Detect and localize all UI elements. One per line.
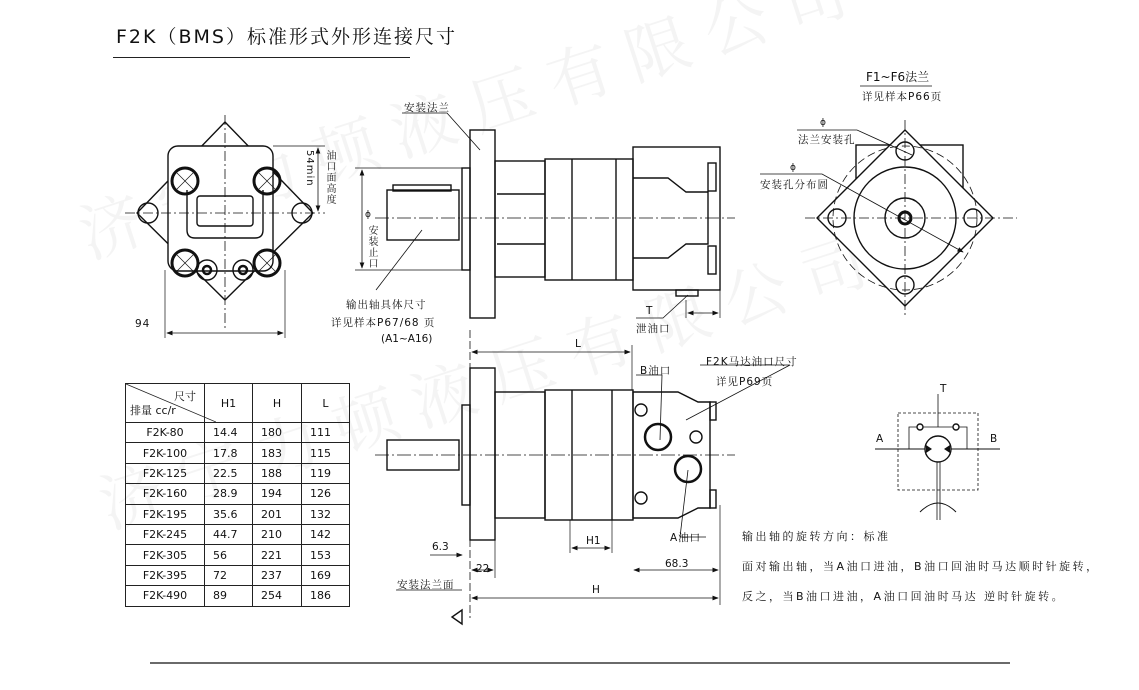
column-header: H1 xyxy=(205,384,253,423)
table-row xyxy=(126,484,350,504)
b-port-label: B油口 xyxy=(640,365,672,377)
value-cell: 194 xyxy=(253,484,302,504)
value-cell: 72 xyxy=(205,565,253,585)
width-dim: 94 xyxy=(135,318,151,330)
rotation-note-3: 反之，当B油口进油，A油口回油时马达 逆时针旋转。 xyxy=(742,590,1066,603)
value-cell: 142 xyxy=(302,524,350,544)
value-cell: 115 xyxy=(302,443,350,463)
value-cell: 210 xyxy=(253,524,302,544)
a-port-label: A油口 xyxy=(670,532,702,544)
value-cell: 180 xyxy=(253,423,302,443)
table-row xyxy=(126,504,350,524)
shaft-note-2: 详见样本P67/68 页 xyxy=(331,317,436,329)
rotation-note-2: 面对输出轴，当A油口进油，B油口回油时马达顺时针旋转， xyxy=(742,560,1100,573)
model-cell: F2K-195 xyxy=(126,504,205,524)
value-cell: 22.5 xyxy=(205,463,253,483)
table-row xyxy=(126,524,350,544)
header-top: 尺寸 xyxy=(174,390,196,403)
value-cell: 183 xyxy=(253,443,302,463)
side-view xyxy=(355,113,735,318)
value-cell: 89 xyxy=(205,586,253,606)
port-note-2: 详见P69页 xyxy=(716,376,774,388)
page-title: F2K（BMS）标准形式外形连接尺寸 xyxy=(116,26,457,48)
value-cell: 56 xyxy=(205,545,253,565)
table-row xyxy=(126,586,350,606)
table-corner-header xyxy=(126,384,205,423)
model-cell: F2K-80 xyxy=(126,423,205,443)
rotation-note-1: 输出轴的旋转方向：标准 xyxy=(742,530,891,543)
table-row xyxy=(126,423,350,443)
value-cell: 119 xyxy=(302,463,350,483)
flange-title: F1~F6法兰 xyxy=(866,70,930,84)
hole-symbol: ϕ xyxy=(820,118,827,128)
shaft-note-1: 输出轴具体尺寸 xyxy=(346,299,427,311)
symbol-a: A xyxy=(876,433,885,445)
drain-label: 泄油口 xyxy=(636,323,671,335)
value-cell: 28.9 xyxy=(205,484,253,504)
dim-H1: H1 xyxy=(586,535,601,547)
drain-dim: T xyxy=(646,305,654,317)
flange-view xyxy=(760,86,1017,316)
motor-symbol xyxy=(875,394,1000,520)
flange-subtitle: 详见样本P66页 xyxy=(862,91,943,103)
value-cell: 14.4 xyxy=(205,423,253,443)
model-cell: F2K-160 xyxy=(126,484,205,504)
dim-H: H xyxy=(592,584,601,596)
value-cell: 153 xyxy=(302,545,350,565)
model-cell: F2K-245 xyxy=(126,524,205,544)
table-row xyxy=(126,545,350,565)
symbol-t: T xyxy=(940,383,948,395)
value-cell: 221 xyxy=(253,545,302,565)
dim-68-3: 68.3 xyxy=(665,558,689,570)
dimension-table xyxy=(125,383,350,607)
front-view xyxy=(125,115,325,338)
symbol-b: B xyxy=(990,433,999,445)
dim-22: 22 xyxy=(476,563,490,575)
pcd-symbol: ϕ xyxy=(790,163,797,173)
value-cell: 111 xyxy=(302,423,350,443)
value-cell: 126 xyxy=(302,484,350,504)
table-row xyxy=(126,463,350,483)
port-note-1: F2K马达油口尺寸 xyxy=(706,356,798,368)
value-cell: 44.7 xyxy=(205,524,253,544)
shaft-note-3: (A1~A16) xyxy=(381,333,433,345)
value-cell: 254 xyxy=(253,586,302,606)
model-cell: F2K-125 xyxy=(126,463,205,483)
table-row xyxy=(126,565,350,585)
dim-L: L xyxy=(575,338,582,350)
mount-face-label: 安装法兰面 xyxy=(397,579,455,591)
pilot-symbol: ϕ xyxy=(365,210,372,220)
value-cell: 17.8 xyxy=(205,443,253,463)
value-cell: 188 xyxy=(253,463,302,483)
pilot-label: 安装止口 xyxy=(366,225,377,269)
pcd-label: 安装孔分布圆 xyxy=(760,179,829,191)
table-row xyxy=(126,443,350,463)
header-bottom: 排量 cc/r xyxy=(130,404,176,417)
model-cell: F2K-490 xyxy=(126,586,205,606)
model-cell: F2K-100 xyxy=(126,443,205,463)
height-label: 油口面高度 xyxy=(324,150,335,205)
model-cell: F2K-305 xyxy=(126,545,205,565)
height-dim: 54min xyxy=(304,150,315,187)
value-cell: 35.6 xyxy=(205,504,253,524)
value-cell: 186 xyxy=(302,586,350,606)
hole-label: 法兰安装孔 xyxy=(798,134,856,146)
value-cell: 237 xyxy=(253,565,302,585)
value-cell: 169 xyxy=(302,565,350,585)
flange-label: 安装法兰 xyxy=(404,102,450,114)
column-header: L xyxy=(302,384,350,423)
model-cell: F2K-395 xyxy=(126,565,205,585)
value-cell: 132 xyxy=(302,504,350,524)
column-header: H xyxy=(253,384,302,423)
dim-6-3: 6.3 xyxy=(432,541,449,553)
value-cell: 201 xyxy=(253,504,302,524)
